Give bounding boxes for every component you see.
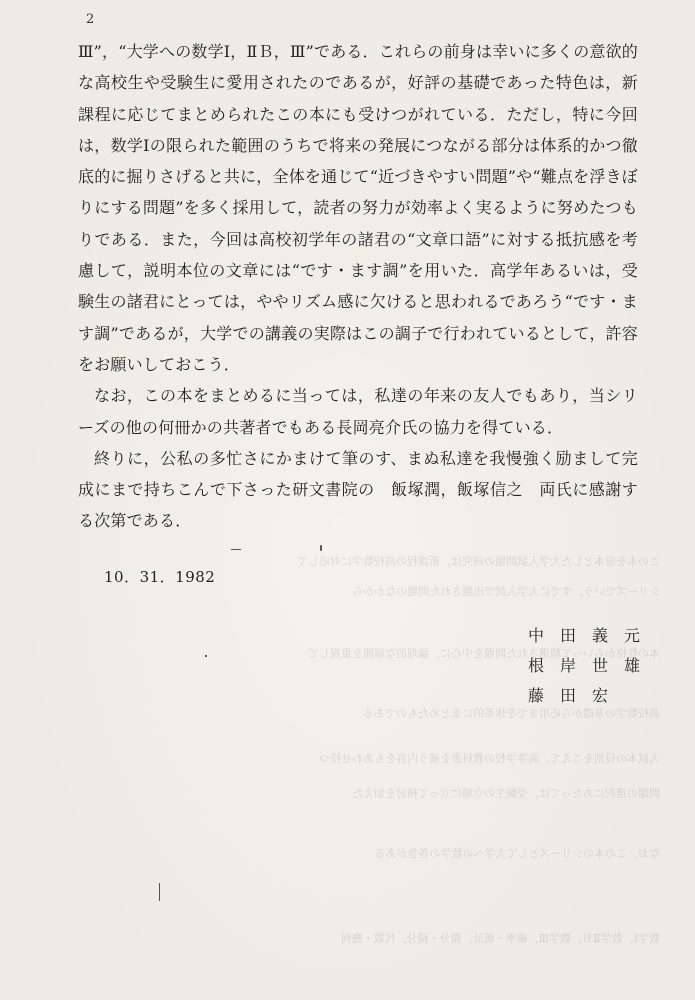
show-through-line: なお，この本のシリーズとして大学への数学の各巻がある: [374, 847, 660, 860]
show-through-line: 問題の選択にあたっては，受験生の立場に立って検討を加えた: [352, 787, 660, 800]
date: 10．31．1982: [104, 568, 216, 586]
paragraph: 終りに，公私の多忙さにかまけて筆のす、まぬ私達を我慢強く励まして完成にまで持ちこんで下さった研文書院の 飯塚潤，飯塚信之 両氏に感謝する次第である．: [78, 448, 638, 531]
show-through-line: 数学Ⅰ，数学ⅡＢ，数学Ⅲ，確率・統計，微分・積分，代数・幾何: [340, 932, 660, 945]
stray-mark: [320, 545, 322, 551]
author-name: 中田義元: [528, 626, 657, 645]
author-list: [528, 621, 656, 711]
author-name: 根岸世雄: [528, 656, 657, 675]
show-through-line: この本を原本とした大学入試問題の研究は，新課程の高校数学に対応して: [297, 555, 660, 568]
show-through-line: 入試本の役割をこえて，高等学校の教科書を補う内容をもあわせ持つ: [319, 752, 660, 765]
paragraph: なお，この本をまとめるに当っては，私達の年来の友人でもあり，当シリーズの他の何冊かの共著者でもある長岡亮介氏の協力を得ている．: [78, 386, 638, 437]
show-through-line: 本の性格からいって精選された問題を中心に，論理的な展開を重視して: [308, 647, 660, 660]
show-through-line: 高校数学の基礎から応用までを体系的にまとめたものである: [363, 707, 660, 720]
show-through-line: シリーズでいう，すでに大学入試で出題された問題のなかから: [352, 585, 660, 598]
author-name: 藤田宏: [528, 686, 625, 705]
body-text: [78, 36, 638, 537]
stray-mark: [205, 655, 207, 657]
page-number: 2: [86, 12, 95, 27]
paragraph: Ⅲ”，“大学への数学Ⅰ，ⅡＢ，Ⅲ”である．これらの前身は幸いに多くの意欲的な高校生や受験生に愛用されたのであるが，好評の基礎であった特色は，新課程に応じてまとめられたこの本にも受けつがれている．ただし，特に今回は，数学Ⅰの限られた範囲のうちで将来の発展につながる部分は体系的かつ徹底的に掘りさげると共に，全体を通じて“近づきやすい問題”や“難点を浮きぼりにする問題”を多く採用して，読者の努力が効率よく実るように努めたつもりである．また，今回は高校初学年の諸君の“文章口語”に対する抵抗感を考慮して，説明本位の文章には“です・ます調”を用いた．高学年あるいは，受験生の諸君にとっては，ややリズム感に欠けると思われるであろう“です・ます調”であるが，大学での講義の実際はこの調子で行われているとして，許容をお願いしておこう．: [78, 42, 638, 374]
stray-mark: [159, 883, 160, 901]
stray-mark: [231, 549, 241, 550]
